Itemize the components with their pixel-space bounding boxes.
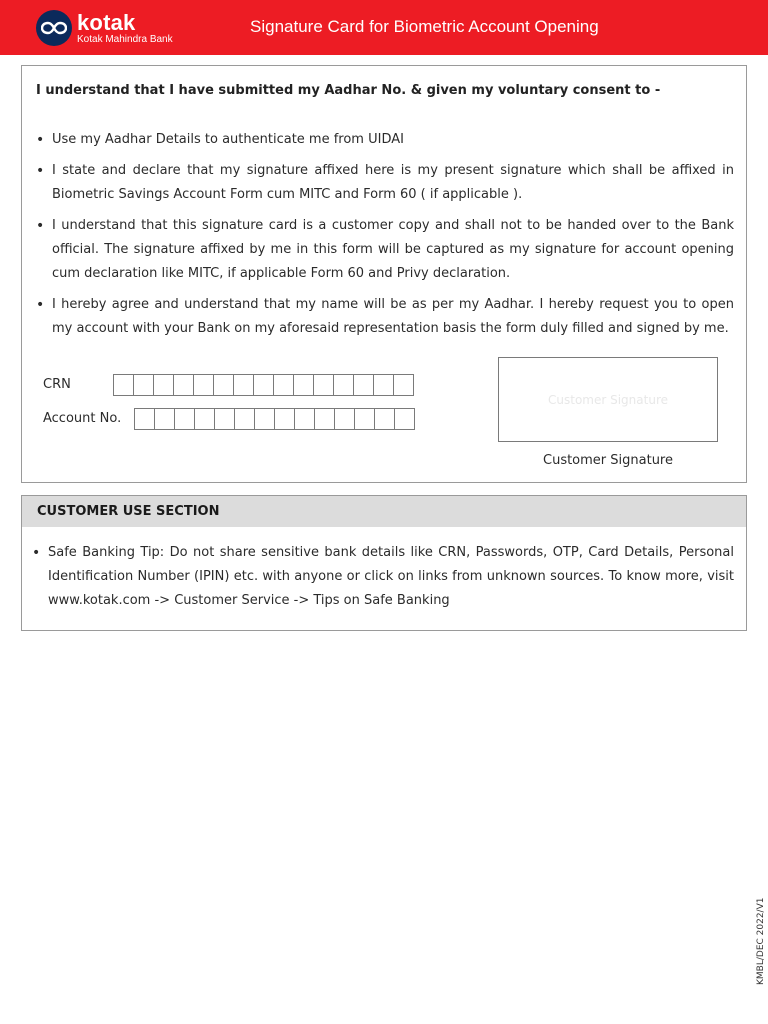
digit-box[interactable] — [153, 374, 174, 396]
logo-wordmark: kotak — [77, 9, 136, 35]
digit-box[interactable] — [293, 374, 314, 396]
consent-item: • I hereby agree and understand that my name will be as per my Aadhar. I hereby request you to open my account with your Bank on my aforesaid representation basis the form duly filled and signed by me. — [36, 293, 734, 341]
digit-box[interactable] — [253, 374, 274, 396]
signature-box[interactable] — [498, 357, 718, 442]
consent-item: • I state and declare that my signature affixed here is my present signature which shall be affixed in Biometric Savings Account Form cum MITC and Form 60 ( if applicable ). — [36, 159, 734, 207]
digit-box[interactable] — [154, 408, 175, 430]
account-no-input[interactable] — [134, 408, 414, 430]
consent-intro: I understand that I have submitted my Aadhar No. & given my voluntary consent to - — [36, 83, 661, 98]
digit-box[interactable] — [213, 374, 234, 396]
header-bar — [0, 0, 768, 55]
digit-box[interactable] — [374, 408, 395, 430]
digit-box[interactable] — [173, 374, 194, 396]
digit-box[interactable] — [214, 408, 235, 430]
safe-banking-tip: • Safe Banking Tip: Do not share sensitive bank details like CRN, Passwords, OTP, Card Details, Personal Identification Number (IPIN) etc. with anyone or click on links from unknown sources. To know more, visit www.kotak.com -> Customer Service -> Tips on Safe Banking — [32, 541, 734, 613]
crn-label: CRN — [43, 377, 71, 392]
crn-input[interactable] — [113, 374, 413, 396]
digit-box[interactable] — [134, 408, 155, 430]
digit-box[interactable] — [233, 374, 254, 396]
digit-box[interactable] — [113, 374, 134, 396]
digit-box[interactable] — [133, 374, 154, 396]
digit-box[interactable] — [234, 408, 255, 430]
digit-box[interactable] — [254, 408, 275, 430]
account-no-label: Account No. — [43, 411, 122, 426]
logo-subtitle: Kotak Mahindra Bank — [77, 33, 173, 45]
digit-box[interactable] — [353, 374, 374, 396]
kotak-infinity-icon — [36, 10, 72, 46]
digit-box[interactable] — [373, 374, 394, 396]
digit-box[interactable] — [314, 408, 335, 430]
consent-list — [36, 128, 734, 348]
digit-box[interactable] — [393, 374, 414, 396]
digit-box[interactable] — [394, 408, 415, 430]
consent-item: • Use my Aadhar Details to authenticate me from UIDAI — [36, 128, 734, 152]
digit-box[interactable] — [274, 408, 295, 430]
section-heading: CUSTOMER USE SECTION — [22, 496, 746, 527]
consent-item: • I understand that this signature card is a customer copy and shall not to be handed over to the Bank official. The signature affixed by me in this form will be captured as my signature for account opening cum declaration like MITC, if applicable Form 60 and Privy declaration. — [36, 214, 734, 286]
digit-box[interactable] — [354, 408, 375, 430]
kotak-logo — [36, 9, 173, 47]
digit-box[interactable] — [313, 374, 334, 396]
customer-use-section — [21, 495, 747, 631]
digit-box[interactable] — [193, 374, 214, 396]
page-title: Signature Card for Biometric Account Opening — [250, 17, 599, 36]
digit-box[interactable] — [194, 408, 215, 430]
digit-box[interactable] — [273, 374, 294, 396]
digit-box[interactable] — [333, 374, 354, 396]
digit-box[interactable] — [174, 408, 195, 430]
consent-panel — [21, 65, 747, 483]
signature-placeholder: Customer Signature — [548, 392, 668, 407]
form-code: KMBL/DEC 2022/V1 — [756, 897, 766, 985]
digit-box[interactable] — [334, 408, 355, 430]
signature-caption: Customer Signature — [543, 453, 673, 468]
digit-box[interactable] — [294, 408, 315, 430]
